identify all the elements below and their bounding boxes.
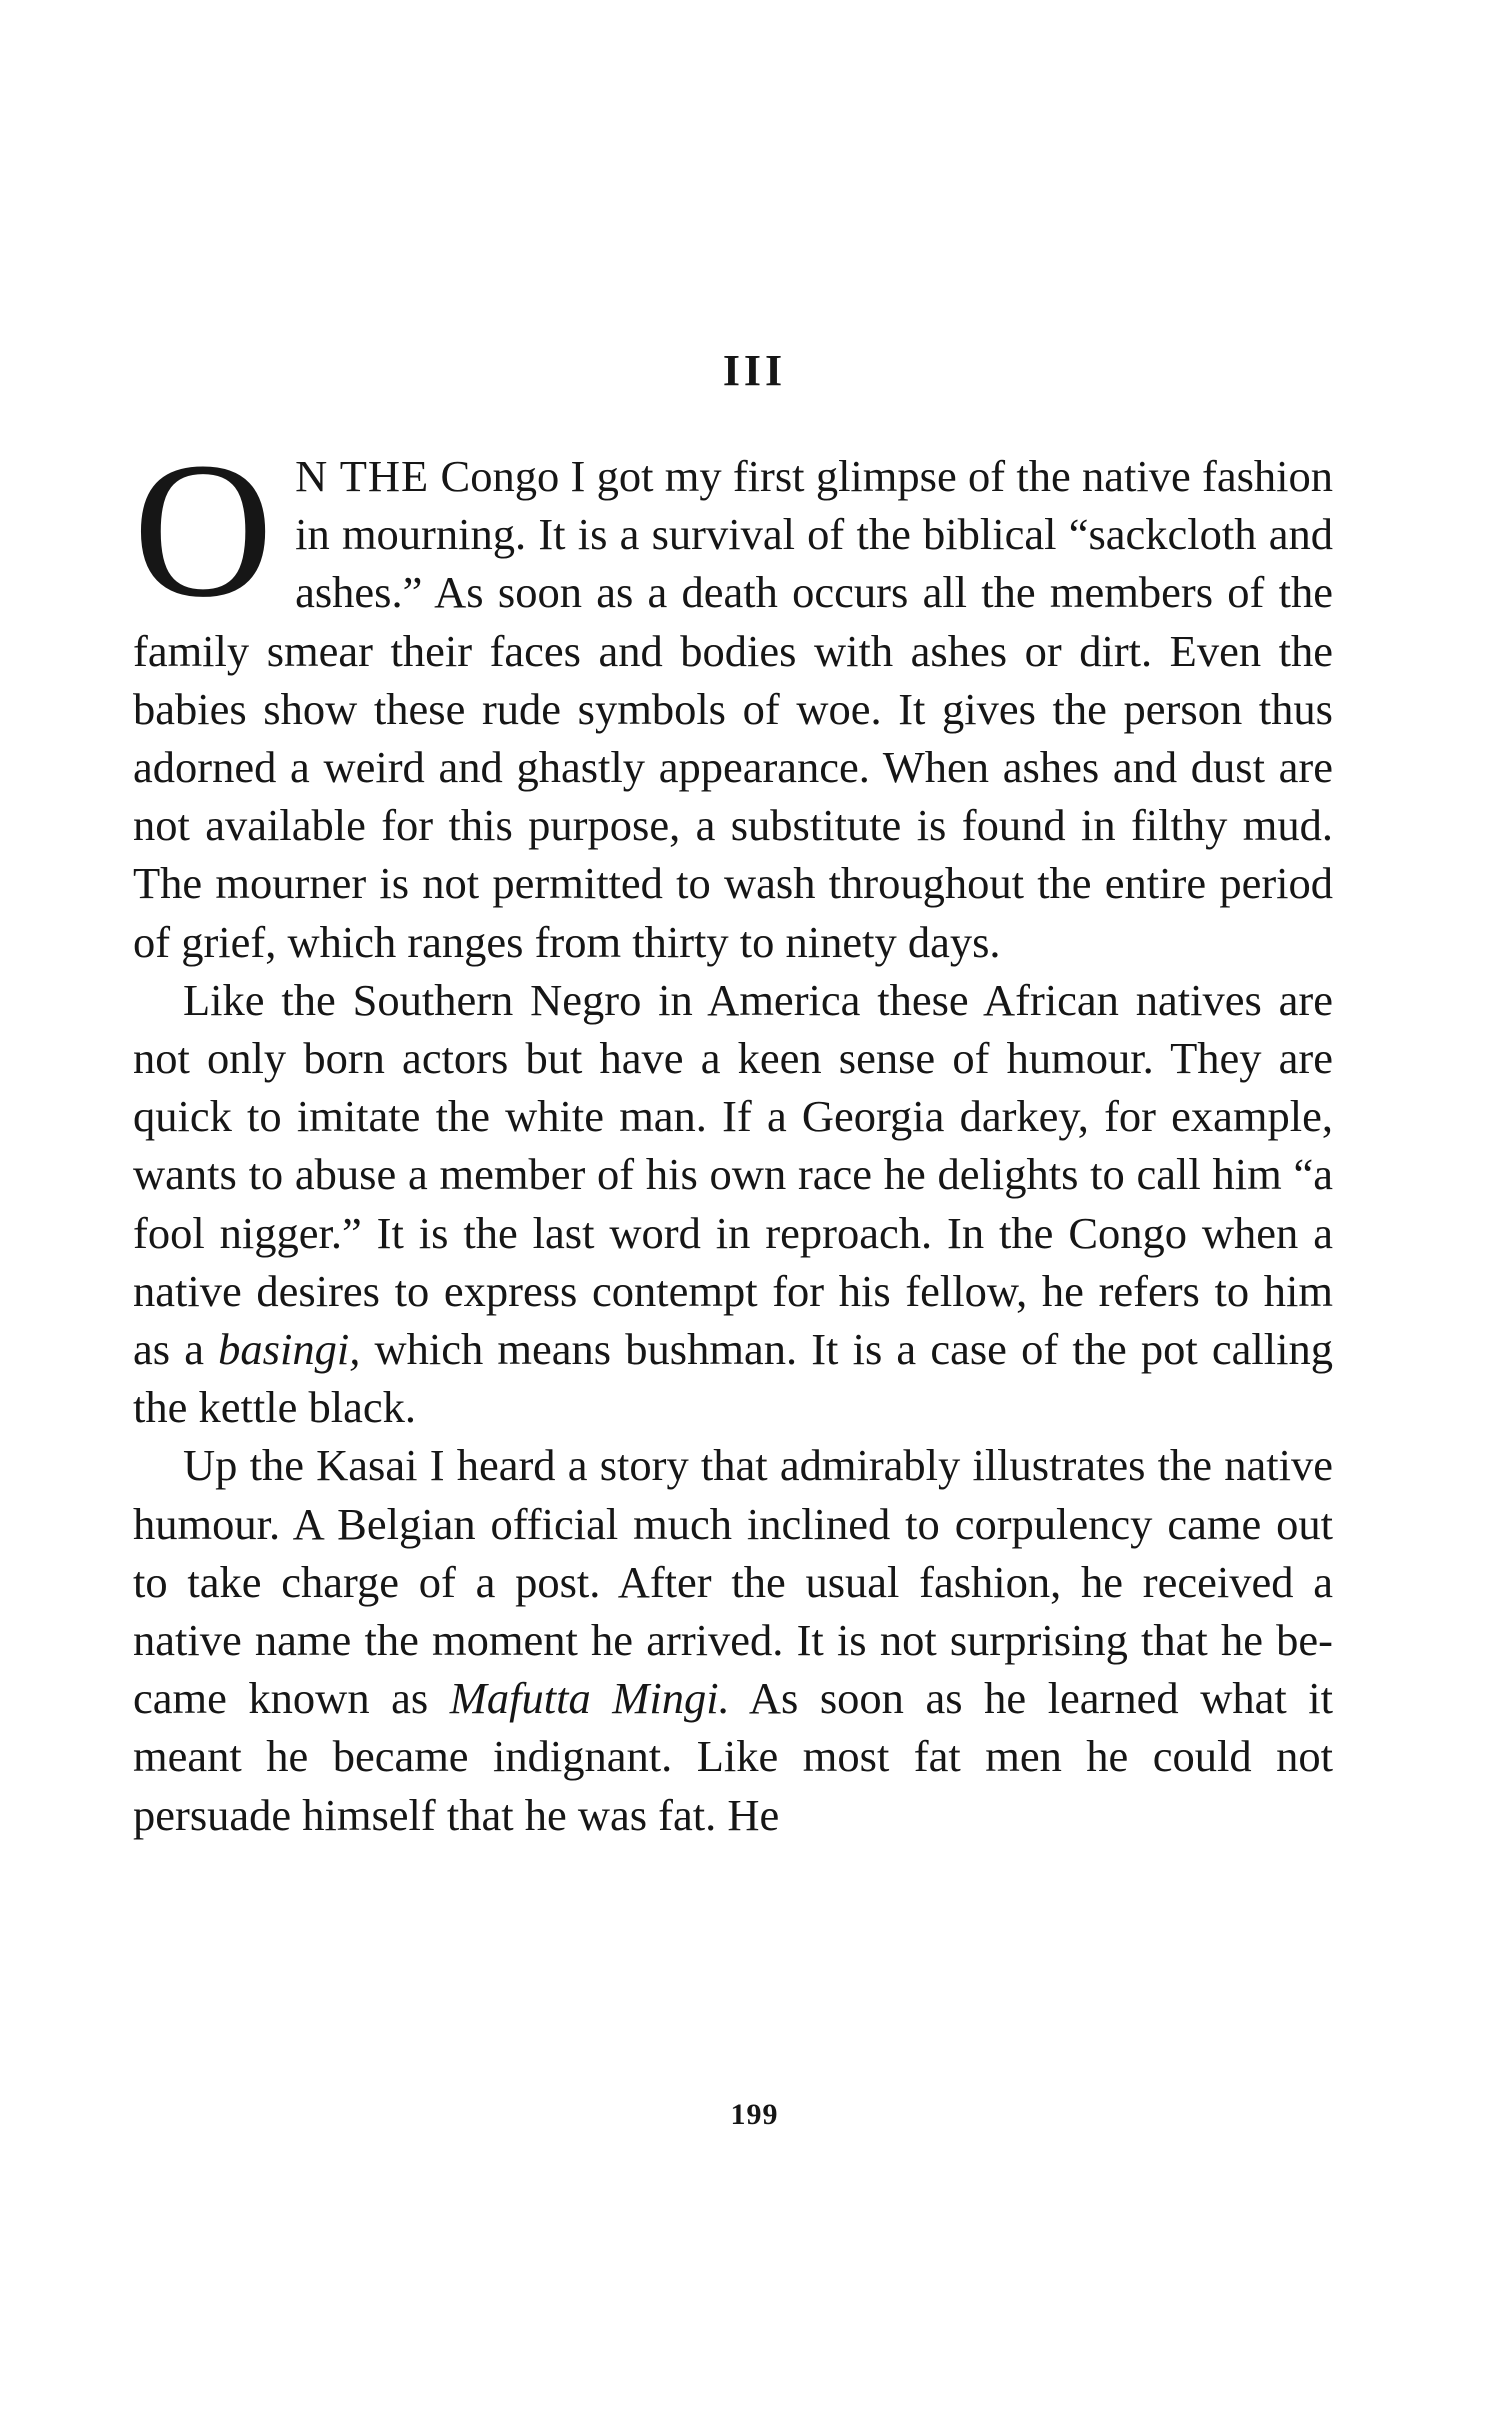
- paragraph-2-italic-term: basingi,: [218, 1324, 361, 1375]
- chapter-number: III: [722, 346, 787, 395]
- paragraph-2-text-before: Like the Southern Negro in America these African natives are not only born actors but have a keen sense of humour. They are quick to imitate the white man. If a Georgia darkey, for example, wants to abuse a member of his own race he delights to call him “a fool nigger.” It is the last word in reproach. In the Congo when a native desires to express contempt for his fellow, he refers to him as a: [133, 974, 1333, 1375]
- lead-in-words: N THE: [295, 451, 430, 501]
- paragraph-3-text-before: Up the Kasai I heard a story that admirably illustrates the native humour. A Belgian official much inclined to corpulency came out to take charge of a post. After the usual fashion, he received a native name the moment he arrived. It is not surprising that he became known as: [133, 1440, 1333, 1724]
- body-text: [133, 422, 1334, 1844]
- paragraph-3-italic-name: Mafutta Mingi.: [449, 1673, 730, 1724]
- page-number: 199: [730, 2098, 779, 2131]
- paragraph-3: [133, 1436, 1333, 1843]
- paragraph-3-text-after: As soon as he learned what it meant he became indignant. Like most fat men he could not persuade himself that he was fat. He: [133, 1673, 1333, 1840]
- paragraph-1-text: Congo I got my first glimpse of the native fashion in mourning. It is a survival of the biblical “sackcloth and ashes.” As soon as a death occurs all the members of the family smear their faces and bodies with ashes or dirt. Even the babies show these rude symbols of woe. It gives the person thus adorned a weird and ghastly appearance. When ashes and dust are not available for this purpose, a substitute is found in filthy mud. The mourner is not permitted to wash throughout the entire period of grief, which ranges from thirty to ninety days.: [133, 451, 1334, 967]
- paragraph-2-text-after: which means bushman. It is a case of the pot calling the kettle black.: [133, 1324, 1333, 1433]
- paragraph-2: [133, 971, 1333, 1437]
- paragraph-1: [133, 422, 1334, 971]
- drop-cap-letter: O: [133, 422, 274, 637]
